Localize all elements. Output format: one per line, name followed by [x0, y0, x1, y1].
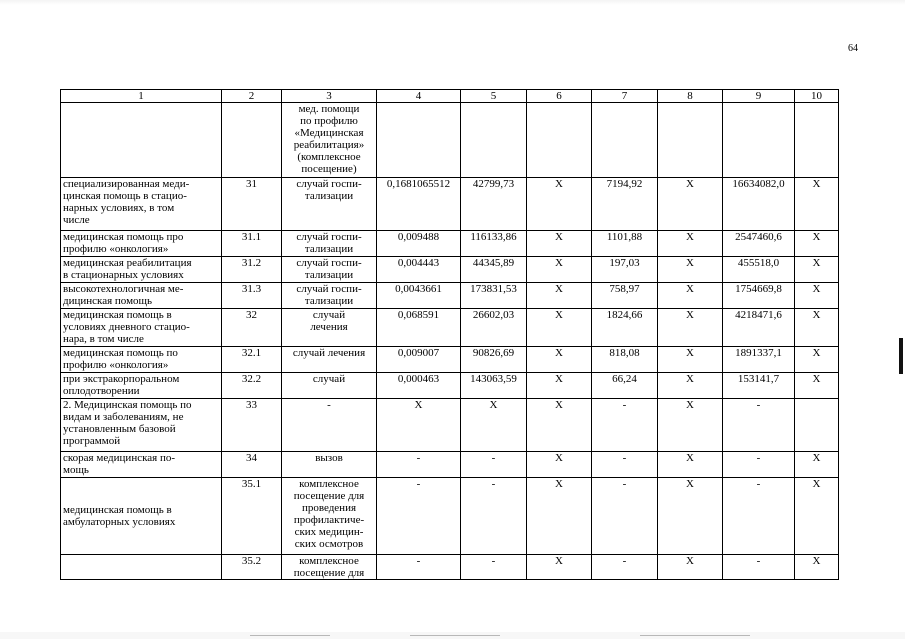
value-cell-c6: Х	[527, 555, 592, 580]
page-number: 64	[848, 43, 858, 54]
value-cell-c6: Х	[527, 452, 592, 478]
unit-of-measure-line: тализации	[304, 243, 354, 255]
header-cell: 4	[377, 90, 461, 103]
row-label-line: программой	[63, 435, 121, 447]
row-number: 31	[222, 178, 282, 231]
row-label-line: оплодотворении	[63, 385, 140, 397]
table-row	[61, 309, 839, 347]
value-cell-c5: 42799,73	[461, 178, 527, 231]
unit-of-measure-line: комплексное	[299, 478, 359, 490]
row-label-line: нара, в том числе	[63, 333, 144, 345]
header-cell: 2	[222, 90, 282, 103]
value-cell-c5: -	[461, 452, 527, 478]
value-cell-c9: 16634082,0	[723, 178, 795, 231]
unit-of-measure	[282, 347, 377, 373]
value-cell-c10: Х	[795, 257, 839, 283]
value-cell-c7: -	[592, 452, 658, 478]
row-label-line: в стационарных условиях	[63, 269, 184, 281]
value-cell-c4: -	[377, 555, 461, 580]
row-label-line: медицинская помощь про	[63, 231, 184, 243]
value-cell-c8: Х	[658, 373, 723, 399]
value-cell-c7: 7194,92	[592, 178, 658, 231]
value-cell-c6: Х	[527, 373, 592, 399]
value-cell-c10	[795, 399, 839, 452]
value-cell-c4: -	[377, 478, 461, 555]
value-cell-c5: 44345,89	[461, 257, 527, 283]
value-cell-c5: -	[461, 555, 527, 580]
header-cell: 6	[527, 90, 592, 103]
value-cell-c4: 0,068591	[377, 309, 461, 347]
value-cell-c8: Х	[658, 452, 723, 478]
unit-of-measure-line: по профилю	[300, 115, 358, 127]
header-cell: 5	[461, 90, 527, 103]
unit-of-measure-line: случай госпи-	[296, 178, 362, 190]
unit-of-measure-line: вызов	[315, 452, 343, 464]
unit-of-measure-line: посещение)	[301, 163, 357, 175]
unit-of-measure	[282, 309, 377, 347]
value-cell-c6: Х	[527, 347, 592, 373]
unit-of-measure	[282, 555, 377, 580]
value-cell-c9: -	[723, 399, 795, 452]
value-cell-c7: 1101,88	[592, 231, 658, 257]
value-cell-c10: Х	[795, 283, 839, 309]
row-label	[61, 347, 222, 373]
value-cell-c9: 455518,0	[723, 257, 795, 283]
row-number: 35.1	[222, 478, 282, 555]
table-row	[61, 178, 839, 231]
value-cell-c4: 0,000463	[377, 373, 461, 399]
unit-of-measure-line: проведения	[301, 502, 357, 514]
value-cell-c8: Х	[658, 257, 723, 283]
row-label-line: нарных условиях, в том	[63, 202, 175, 214]
unit-of-measure-line: «Медицинская	[294, 127, 364, 139]
row-number: 31.1	[222, 231, 282, 257]
row-label-line: медицинская помощь в	[63, 504, 172, 516]
unit-of-measure	[282, 478, 377, 555]
value-cell-c10: Х	[795, 478, 839, 555]
value-cell-c9: 1754669,8	[723, 283, 795, 309]
scan-top-edge	[0, 0, 905, 5]
unit-of-measure-line: тализации	[304, 190, 354, 202]
row-label	[61, 373, 222, 399]
value-cell-c10: Х	[795, 309, 839, 347]
value-cell-c8: Х	[658, 399, 723, 452]
value-cell-c4: 0,009007	[377, 347, 461, 373]
unit-of-measure-line: посещение для	[293, 490, 365, 502]
value-cell-c10: Х	[795, 373, 839, 399]
value-cell-c4: 0,0043661	[377, 283, 461, 309]
row-number: 31.3	[222, 283, 282, 309]
row-number: 34	[222, 452, 282, 478]
value-cell-c4: 0,1681065512	[377, 178, 461, 231]
row-label-line: скорая медицинская по-	[63, 452, 176, 464]
unit-of-measure	[282, 257, 377, 283]
unit-of-measure-line: комплексное	[299, 555, 359, 567]
value-cell-c7	[592, 103, 658, 178]
row-label-line: условиях дневного стацио-	[63, 321, 190, 333]
row-label-line: профилю «онкология»	[63, 243, 169, 255]
value-cell-c7: 66,24	[592, 373, 658, 399]
row-label	[61, 478, 222, 555]
value-cell-c7: -	[592, 399, 658, 452]
unit-of-measure-line: случай	[312, 309, 346, 321]
row-label	[61, 309, 222, 347]
row-label-line: видам и заболеваниям, не	[63, 411, 184, 423]
row-label	[61, 257, 222, 283]
table-row	[61, 283, 839, 309]
row-label-line: установленным базовой	[63, 423, 176, 435]
unit-of-measure-line: случай лечения	[292, 347, 366, 359]
unit-of-measure-line: ских осмотров	[294, 538, 364, 550]
row-label	[61, 231, 222, 257]
value-cell-c7: 818,08	[592, 347, 658, 373]
row-label-line: 2. Медицинская помощь по	[63, 399, 192, 411]
row-label	[61, 103, 222, 178]
value-cell-c8: Х	[658, 178, 723, 231]
value-cell-c4	[377, 103, 461, 178]
table-row	[61, 373, 839, 399]
table-row	[61, 452, 839, 478]
value-cell-c4: 0,009488	[377, 231, 461, 257]
unit-of-measure-line: ских медицин-	[294, 526, 364, 538]
header-cell: 9	[723, 90, 795, 103]
row-number: 32	[222, 309, 282, 347]
tariff-table	[60, 89, 839, 580]
unit-of-measure	[282, 103, 377, 178]
unit-of-measure-line: тализации	[304, 295, 354, 307]
value-cell-c6	[527, 103, 592, 178]
row-number: 33	[222, 399, 282, 452]
value-cell-c9: 4218471,6	[723, 309, 795, 347]
value-cell-c6: Х	[527, 283, 592, 309]
unit-of-measure	[282, 231, 377, 257]
value-cell-c9: -	[723, 555, 795, 580]
value-cell-c8	[658, 103, 723, 178]
unit-of-measure-line: профилактиче-	[293, 514, 365, 526]
unit-of-measure	[282, 399, 377, 452]
value-cell-c5: 26602,03	[461, 309, 527, 347]
table-row	[61, 555, 839, 580]
header-cell: 1	[61, 90, 222, 103]
value-cell-c5: 173831,53	[461, 283, 527, 309]
value-cell-c8: Х	[658, 309, 723, 347]
row-label	[61, 178, 222, 231]
unit-of-measure-line: случай госпи-	[296, 231, 362, 243]
row-label	[61, 555, 222, 580]
row-label	[61, 452, 222, 478]
row-label-line: числе	[63, 214, 90, 226]
value-cell-c8: Х	[658, 478, 723, 555]
unit-of-measure	[282, 373, 377, 399]
unit-of-measure-line: мед. помощи	[298, 103, 360, 115]
value-cell-c8: Х	[658, 231, 723, 257]
row-label-line: медицинская реабилитация	[63, 257, 192, 269]
row-number: 32.2	[222, 373, 282, 399]
value-cell-c9: -	[723, 478, 795, 555]
unit-of-measure-line: реабилитация»	[293, 139, 365, 151]
value-cell-c9: -	[723, 452, 795, 478]
value-cell-c5: Х	[461, 399, 527, 452]
row-label-line: мощь	[63, 464, 89, 476]
value-cell-c10: Х	[795, 178, 839, 231]
header-cell: 10	[795, 90, 839, 103]
value-cell-c5: 116133,86	[461, 231, 527, 257]
value-cell-c5: 90826,69	[461, 347, 527, 373]
unit-of-measure-line: тализации	[304, 269, 354, 281]
value-cell-c5: 143063,59	[461, 373, 527, 399]
unit-of-measure-line: случай госпи-	[296, 283, 362, 295]
table-row	[61, 103, 839, 178]
value-cell-c8: Х	[658, 283, 723, 309]
value-cell-c6: Х	[527, 178, 592, 231]
row-label-line: высокотехнологичная ме-	[63, 283, 184, 295]
row-label	[61, 399, 222, 452]
value-cell-c9: 1891337,1	[723, 347, 795, 373]
value-cell-c10: Х	[795, 555, 839, 580]
row-label-line: медицинская помощь в	[63, 309, 172, 321]
row-label	[61, 283, 222, 309]
row-label-line: медицинская помощь по	[63, 347, 178, 359]
table-row	[61, 478, 839, 555]
value-cell-c9: 2547460,6	[723, 231, 795, 257]
value-cell-c7: -	[592, 478, 658, 555]
unit-of-measure-line: случай	[312, 373, 346, 385]
value-cell-c7: 197,03	[592, 257, 658, 283]
value-cell-c6: Х	[527, 399, 592, 452]
value-cell-c9: 153141,7	[723, 373, 795, 399]
table-row	[61, 399, 839, 452]
row-label-line: при экстракорпоральном	[63, 373, 180, 385]
unit-of-measure-line: посещение для	[293, 567, 365, 579]
unit-of-measure	[282, 178, 377, 231]
scan-bottom-edge	[0, 632, 905, 639]
value-cell-c8: Х	[658, 347, 723, 373]
header-row	[61, 90, 839, 103]
table-row	[61, 347, 839, 373]
unit-of-measure-line: случай госпи-	[296, 257, 362, 269]
table-row	[61, 257, 839, 283]
value-cell-c4: -	[377, 452, 461, 478]
value-cell-c4: Х	[377, 399, 461, 452]
header-cell: 3	[282, 90, 377, 103]
row-label-line: цинская помощь в стацио-	[63, 190, 187, 202]
header-cell: 8	[658, 90, 723, 103]
scan-edge-mark	[899, 338, 903, 374]
value-cell-c10	[795, 103, 839, 178]
row-label-line: профилю «онкология»	[63, 359, 169, 371]
unit-of-measure-line: лечения	[310, 321, 348, 333]
value-cell-c5	[461, 103, 527, 178]
value-cell-c8: Х	[658, 555, 723, 580]
value-cell-c6: Х	[527, 231, 592, 257]
value-cell-c10: Х	[795, 231, 839, 257]
unit-of-measure-line: (комплексное	[297, 151, 361, 163]
unit-of-measure	[282, 452, 377, 478]
value-cell-c6: Х	[527, 478, 592, 555]
row-number: 35.2	[222, 555, 282, 580]
row-number: 31.2	[222, 257, 282, 283]
table-row	[61, 231, 839, 257]
value-cell-c9	[723, 103, 795, 178]
value-cell-c10: Х	[795, 347, 839, 373]
value-cell-c10: Х	[795, 452, 839, 478]
row-label-line: дицинская помощь	[63, 295, 153, 307]
value-cell-c5: -	[461, 478, 527, 555]
row-number: 32.1	[222, 347, 282, 373]
row-label-line: специализированная меди-	[63, 178, 190, 190]
value-cell-c6: Х	[527, 309, 592, 347]
header-cell: 7	[592, 90, 658, 103]
row-label-line: амбулаторных условиях	[63, 516, 176, 528]
value-cell-c6: Х	[527, 257, 592, 283]
value-cell-c7: -	[592, 555, 658, 580]
unit-of-measure	[282, 283, 377, 309]
value-cell-c7: 758,97	[592, 283, 658, 309]
row-number	[222, 103, 282, 178]
unit-of-measure-line: -	[327, 399, 331, 411]
value-cell-c7: 1824,66	[592, 309, 658, 347]
value-cell-c4: 0,004443	[377, 257, 461, 283]
